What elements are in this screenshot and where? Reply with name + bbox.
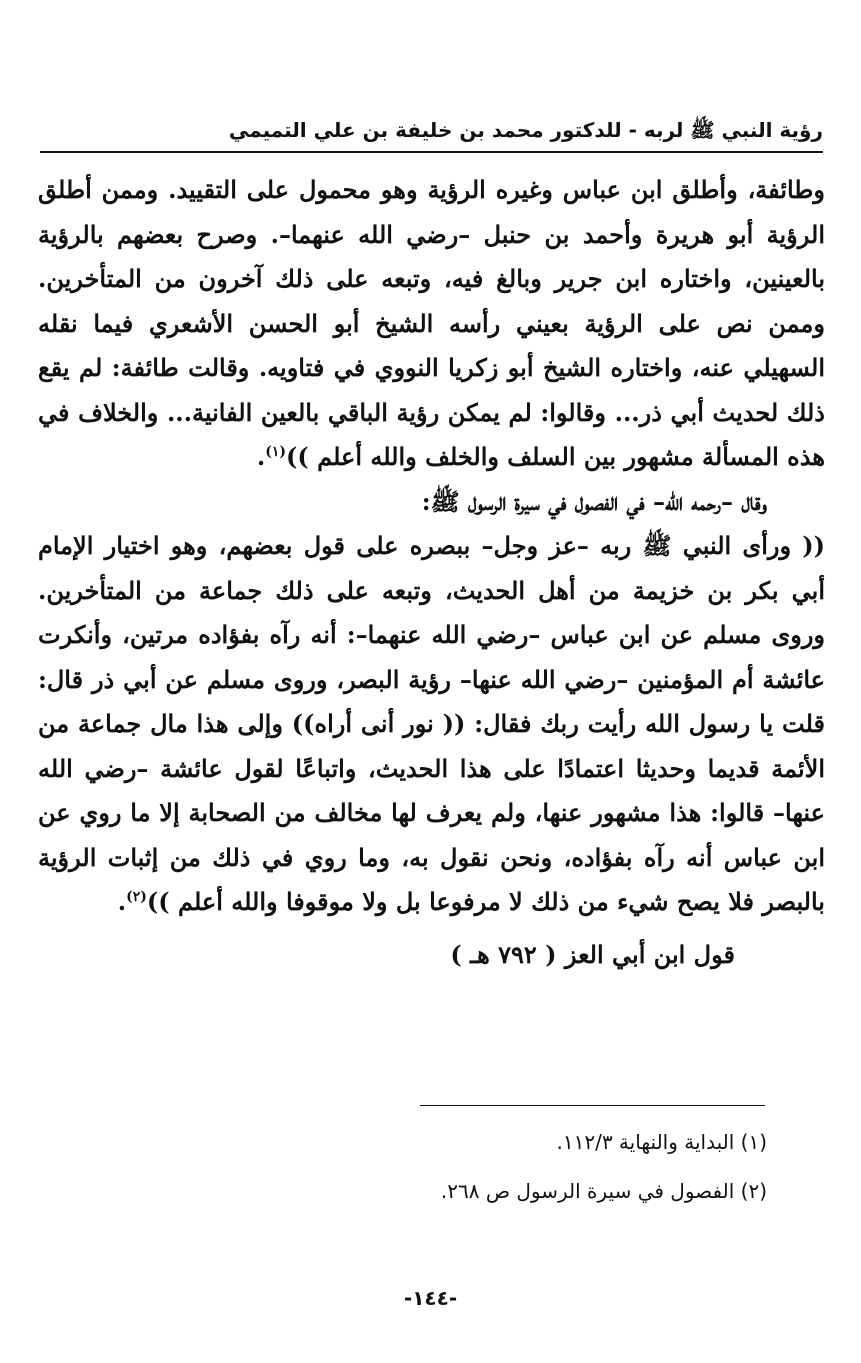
footnote-ref-1: (١) [265,444,287,460]
footnote-rule [420,1105,765,1106]
paragraph-3-end: . [117,887,127,916]
main-text [38,168,825,977]
footnotes [60,1118,767,1216]
paragraph-1 [38,168,825,480]
paragraph-1-end: . [256,442,266,471]
footnote-ref-2: (٢) [126,889,147,905]
running-header: رؤية النبي ﷺ لربه - للدكتور محمد بن خليفة بن علي التميمي [228,118,823,142]
section-subheading: قول ابن أبي العز ( ٧٩٢ هـ ) [450,939,735,969]
header-rule [40,151,823,153]
paragraph-3 [38,524,825,925]
page-number: -١٤٤- [403,1286,458,1310]
paragraph-3-text: (( ورأى النبي ﷺ ربه –عز وجل– ببصره على قول بعضهم، وهو اختيار الإمام أبي بكر بن خزيمة من أهل الحديث، وتبعه على ذلك جماعة من المتأخرين. وروى مسلم عن ابن عباس –رضي الله عنهما–: أنه رآه بفؤاده مرتين، وأنكرت عائشة أم المؤمنين –رضي الله عنها– رؤية البصر، وروى مسلم عن أبي ذر قال: قلت يا رسول الله رأيت ربك فقال: (( نور أنى أراه)) وإلى هذا مال جماعة من الأئمة قديما وحديثا اعتمادًا على هذا الحديث، واتباعًا لقول عائشة –رضي الله عنها– قالوا: هذا مشهور عنها، ولم يعرف لها مخالف من الصحابة إلا ما روي عن ابن عباس أنه رآه بفؤاده، ونحن نقول به، وما روي في ذلك من إثبات الرؤية بالبصر فلا يصح شيء من ذلك لا مرفوعا بل ولا موقوفا والله أعلم )) [38,531,825,916]
paragraph-2: وقال –رحمه الله– في الفصول في سيرة الرسول ﷺ: [421,486,767,516]
footnote-1: (١) البداية والنهاية ١١٢/٣. [556,1130,767,1154]
paragraph-1-text: وطائفة، وأطلق ابن عباس وغيره الرؤية وهو محمول على التقييد. وممن أطلق الرؤية أبو هريرة وأحمد بن حنبل –رضي الله عنهما–. وصرح بعضهم بالرؤية بالعينين، واختاره ابن جرير وبالغ فيه، وتبعه على ذلك آخرون من المتأخرين. وممن نص على الرؤية بعيني رأسه الشيخ أبو الحسن الأشعري فيما نقله السهيلي عنه، واختاره الشيخ أبو زكريا النووي في فتاويه. وقالت طائفة: لم يقع ذلك لحديث أبي ذر... وقالوا: لم يمكن رؤية الباقي بالعين الفانية... والخلاف في هذه المسألة مشهور بين السلف والخلف والله أعلم )) [38,175,826,471]
footnote-2: (٢) الفصول في سيرة الرسول ص ٢٦٨. [440,1179,767,1203]
